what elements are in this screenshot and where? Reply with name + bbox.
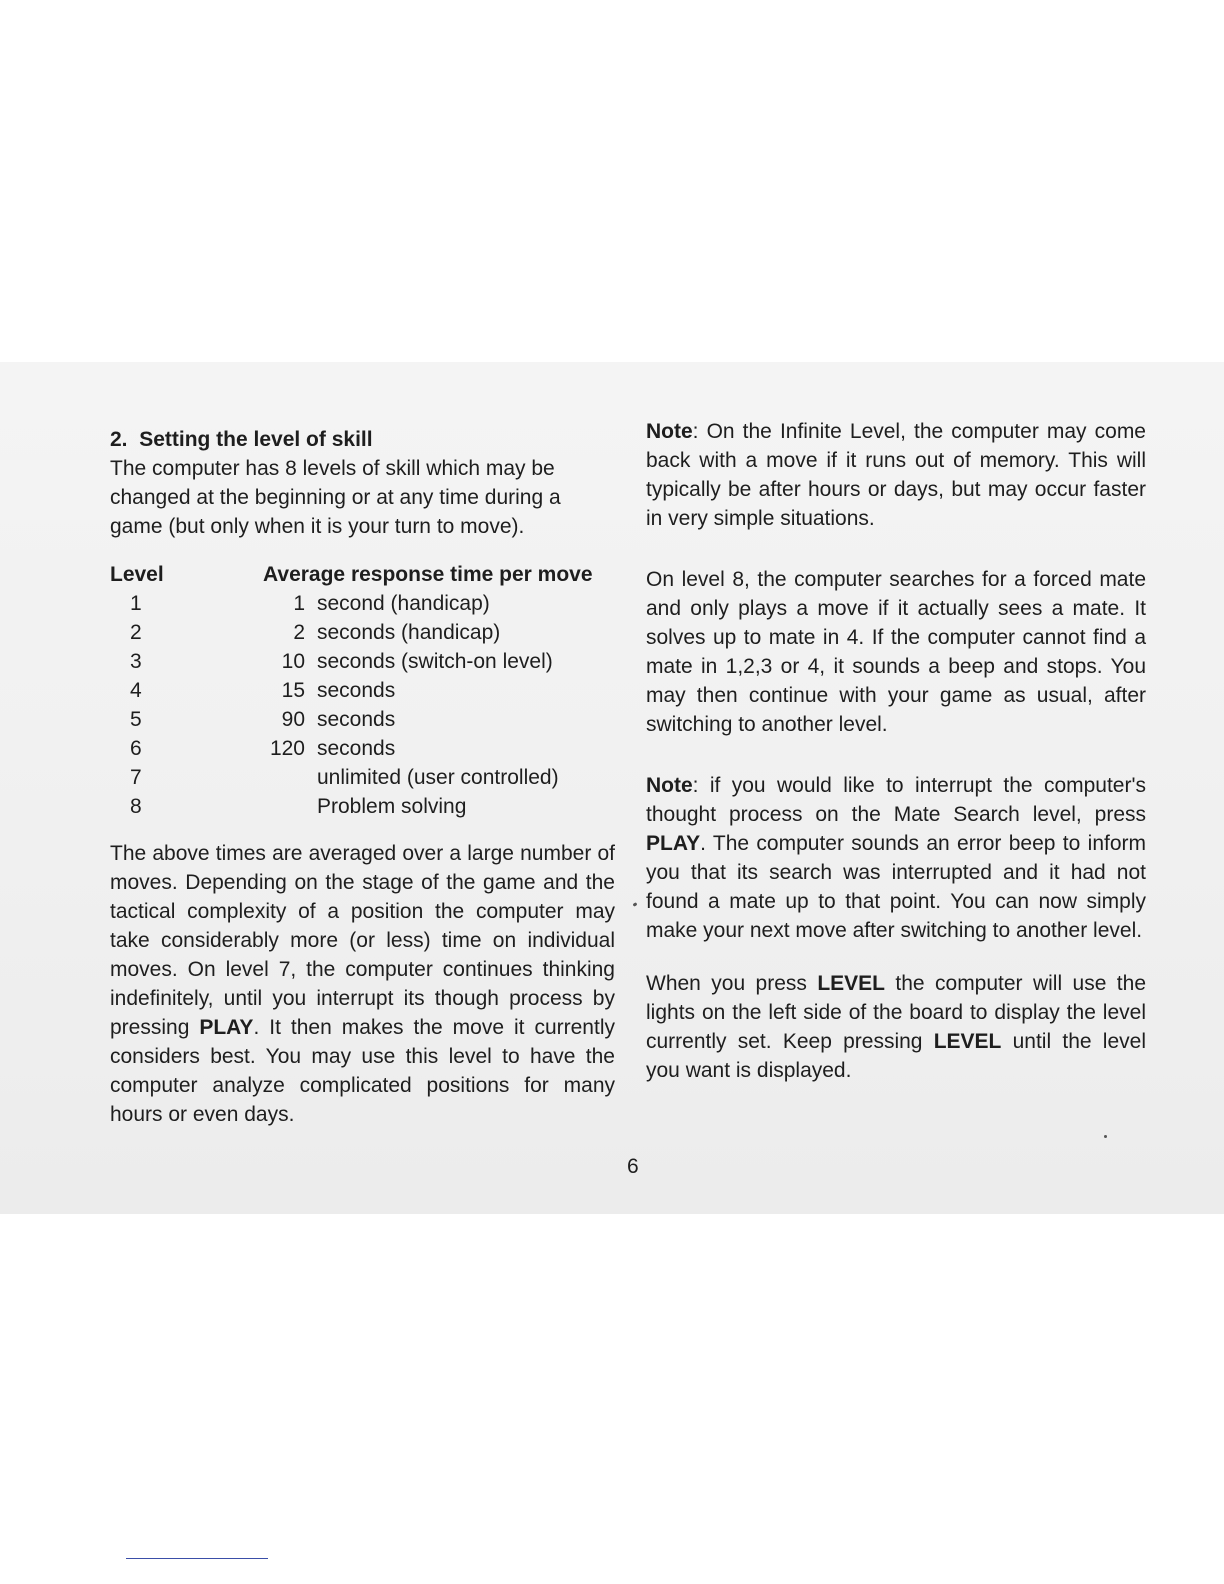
note-infinite-level bbox=[646, 417, 1146, 533]
table-row bbox=[110, 647, 593, 676]
level-text-1: When you press bbox=[646, 972, 818, 995]
row-desc: second (handicap) bbox=[317, 592, 490, 615]
note-text-2: . The computer sounds an error beep to inform you that its search was interrupted and it had not found a mate up to that point. You can now simply make your next move after switching to another level. bbox=[646, 832, 1146, 942]
row-desc: seconds bbox=[317, 679, 396, 702]
level-keyword: LEVEL bbox=[817, 972, 885, 995]
play-keyword: PLAY bbox=[646, 832, 701, 855]
row-desc: seconds bbox=[317, 737, 396, 760]
row-level: 6 bbox=[130, 737, 142, 760]
level-keyword: LEVEL bbox=[933, 1030, 1002, 1053]
note-text-1: : if you would like to interrupt the computer's thought process on the Mate Search level, press bbox=[646, 774, 1146, 826]
level8-paragraph: On level 8, the computer searches for a forced mate and only plays a move if it actually sees a mate. It solves up to mate in 4. If the computer cannot find a mate in 1,2,3 or 4, it sounds a beep and stops. You may then continue with your game as usual, after switching to another level. bbox=[646, 568, 1146, 736]
row-seconds: 10 bbox=[281, 650, 305, 673]
right-column bbox=[646, 417, 1146, 1085]
level-table-header bbox=[110, 559, 593, 589]
table-row bbox=[110, 734, 593, 763]
section-intro: The computer has 8 levels of skill which may be changed at the beginning or at any time during a game (but only when it is your turn to move). bbox=[110, 457, 561, 538]
table-row bbox=[110, 676, 593, 705]
header-time: Average response time per move bbox=[263, 562, 593, 586]
row-desc: Problem solving bbox=[317, 795, 467, 818]
row-desc: seconds bbox=[317, 708, 396, 731]
note-label: Note bbox=[646, 774, 693, 797]
row-seconds: 90 bbox=[281, 708, 305, 731]
level-text-3: until the level you want is displayed. bbox=[646, 1030, 1146, 1082]
section-number: 2. bbox=[110, 428, 128, 451]
note-mate-search bbox=[646, 771, 1146, 945]
row-level: 8 bbox=[130, 795, 142, 818]
row-desc: seconds (handicap) bbox=[317, 621, 501, 644]
row-level: 1 bbox=[130, 592, 142, 615]
row-level: 7 bbox=[130, 766, 142, 789]
section-title: Setting the level of skill bbox=[139, 428, 373, 451]
row-seconds: 15 bbox=[281, 679, 305, 702]
play-keyword: PLAY bbox=[199, 1016, 254, 1039]
level7-paragraph bbox=[110, 839, 615, 1129]
note-label: Note bbox=[646, 420, 693, 443]
note-text: : On the Infinite Level, the computer may come back with a move if it runs out of memory. This will typically be after hours or days, but may occur faster in very simple situations. bbox=[646, 420, 1146, 530]
level7-text-2: . It then makes the move it currently considers best. You may use this level to have the computer analyze complicated positions for many hours or even days. bbox=[110, 1016, 615, 1126]
level-text-2: the computer will use the lights on the left side of the board to display the level currently set. Keep pressing bbox=[646, 972, 1146, 1053]
table-row bbox=[110, 705, 593, 734]
row-seconds: 1 bbox=[293, 592, 305, 615]
row-seconds: 2 bbox=[293, 621, 305, 644]
level7-text-1: The above times are averaged over a large number of moves. Depending on the stage of the game and the tactical complexity of a position the computer may take considerably more (or less) time on individual moves. On level 7, the computer continues thinking indefinitely, until you interrupt its though process by pressing bbox=[110, 842, 615, 1039]
table-row bbox=[110, 763, 593, 792]
row-level: 2 bbox=[130, 621, 142, 644]
row-level: 3 bbox=[130, 650, 142, 673]
section-heading bbox=[110, 425, 615, 454]
level-table bbox=[110, 559, 593, 821]
page-number: 6 bbox=[627, 1155, 639, 1178]
row-level: 5 bbox=[130, 708, 142, 731]
scan-speck bbox=[1104, 1135, 1107, 1138]
row-level: 4 bbox=[130, 679, 142, 702]
left-column bbox=[110, 425, 615, 1129]
table-row bbox=[110, 792, 593, 821]
header-level: Level bbox=[110, 562, 164, 586]
table-row bbox=[110, 589, 593, 618]
row-desc: unlimited (user controlled) bbox=[317, 766, 559, 789]
row-desc: seconds (switch-on level) bbox=[317, 650, 553, 673]
stray-line-mark bbox=[126, 1558, 268, 1559]
row-seconds: 120 bbox=[269, 737, 305, 760]
level-button-paragraph bbox=[646, 969, 1146, 1085]
table-row bbox=[110, 618, 593, 647]
